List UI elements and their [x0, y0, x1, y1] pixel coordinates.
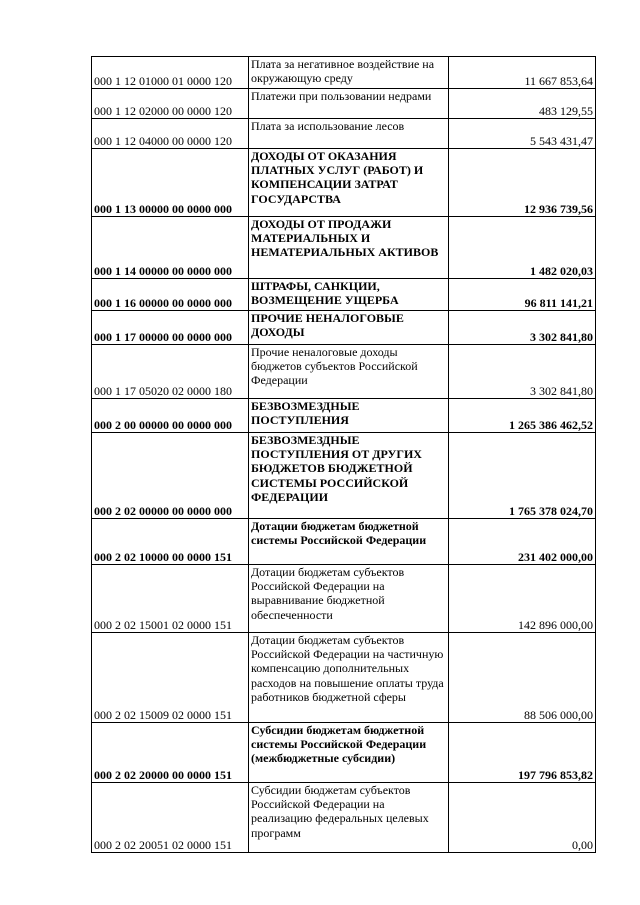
- amount-cell: 3 302 841,80: [449, 311, 596, 345]
- amount-cell: 1 265 386 462,52: [449, 399, 596, 433]
- budget-code-cell: 000 2 02 20000 00 0000 151: [92, 723, 249, 783]
- amount-cell: 1 765 378 024,70: [449, 433, 596, 519]
- description-cell: Дотации бюджетам субъектов Российской Федерации на выравнивание бюджетной обеспеченности: [249, 565, 449, 633]
- amount-cell: 96 811 141,21: [449, 279, 596, 311]
- budget-code-cell: 000 1 12 04000 00 0000 120: [92, 119, 249, 149]
- description-cell: Субсидии бюджетам субъектов Российской Федерации на реализацию федеральных целевых программ: [249, 783, 449, 853]
- table-row: [92, 149, 596, 217]
- amount-cell: 12 936 739,56: [449, 149, 596, 217]
- description-cell: Субсидии бюджетам бюджетной системы Российской Федерации (межбюджетные субсидии): [249, 723, 449, 783]
- budget-code-cell: 000 2 02 10000 00 0000 151: [92, 519, 249, 565]
- budget-code-cell: 000 1 12 01000 01 0000 120: [92, 57, 249, 89]
- budget-code-cell: 000 1 14 00000 00 0000 000: [92, 217, 249, 279]
- table-row: [92, 633, 596, 723]
- description-cell: БЕЗВОЗМЕЗДНЫЕ ПОСТУПЛЕНИЯ ОТ ДРУГИХ БЮДЖЕТОВ БЮДЖЕТНОЙ СИСТЕМЫ РОССИЙСКОЙ ФЕДЕРАЦИИ: [249, 433, 449, 519]
- table-row: [92, 345, 596, 399]
- amount-cell: 0,00: [449, 783, 596, 853]
- budget-code-cell: 000 1 17 05020 02 0000 180: [92, 345, 249, 399]
- budget-code-cell: 000 2 02 20051 02 0000 151: [92, 783, 249, 853]
- table-row: [92, 433, 596, 519]
- description-cell: Плата за негативное воздействие на окружающую среду: [249, 57, 449, 89]
- amount-cell: 11 667 853,64: [449, 57, 596, 89]
- budget-code-cell: 000 1 12 02000 00 0000 120: [92, 89, 249, 119]
- table-row: [92, 723, 596, 783]
- table-row: [92, 519, 596, 565]
- table-row: [92, 311, 596, 345]
- table-row: [92, 89, 596, 119]
- table-row: [92, 119, 596, 149]
- budget-code-cell: 000 2 02 15001 02 0000 151: [92, 565, 249, 633]
- revenue-table-body: [92, 57, 596, 853]
- table-row: [92, 279, 596, 311]
- description-cell: БЕЗВОЗМЕЗДНЫЕ ПОСТУПЛЕНИЯ: [249, 399, 449, 433]
- amount-cell: 197 796 853,82: [449, 723, 596, 783]
- table-row: [92, 57, 596, 89]
- budget-code-cell: 000 1 13 00000 00 0000 000: [92, 149, 249, 217]
- budget-code-cell: 000 1 17 00000 00 0000 000: [92, 311, 249, 345]
- description-cell: Плата за использование лесов: [249, 119, 449, 149]
- description-cell: ШТРАФЫ, САНКЦИИ, ВОЗМЕЩЕНИЕ УЩЕРБА: [249, 279, 449, 311]
- budget-code-cell: 000 2 02 15009 02 0000 151: [92, 633, 249, 723]
- description-cell: ДОХОДЫ ОТ ПРОДАЖИ МАТЕРИАЛЬНЫХ И НЕМАТЕРИАЛЬНЫХ АКТИВОВ: [249, 217, 449, 279]
- amount-cell: 483 129,55: [449, 89, 596, 119]
- description-cell: ПРОЧИЕ НЕНАЛОГОВЫЕ ДОХОДЫ: [249, 311, 449, 345]
- amount-cell: 231 402 000,00: [449, 519, 596, 565]
- amount-cell: 3 302 841,80: [449, 345, 596, 399]
- budget-code-cell: 000 2 02 00000 00 0000 000: [92, 433, 249, 519]
- amount-cell: 1 482 020,03: [449, 217, 596, 279]
- budget-code-cell: 000 2 00 00000 00 0000 000: [92, 399, 249, 433]
- table-row: [92, 217, 596, 279]
- description-cell: ДОХОДЫ ОТ ОКАЗАНИЯ ПЛАТНЫХ УСЛУГ (РАБОТ) И КОМПЕНСАЦИИ ЗАТРАТ ГОСУДАРСТВА: [249, 149, 449, 217]
- budget-code-cell: 000 1 16 00000 00 0000 000: [92, 279, 249, 311]
- revenue-table: [91, 56, 596, 853]
- amount-cell: 88 506 000,00: [449, 633, 596, 723]
- table-row: [92, 783, 596, 853]
- description-cell: Дотации бюджетам субъектов Российской Федерации на частичную компенсацию дополнительных расходов на повышение оплаты труда работников бюджетной сферы: [249, 633, 449, 723]
- amount-cell: 142 896 000,00: [449, 565, 596, 633]
- table-row: [92, 565, 596, 633]
- description-cell: Дотации бюджетам бюджетной системы Российской Федерации: [249, 519, 449, 565]
- amount-cell: 5 543 431,47: [449, 119, 596, 149]
- description-cell: Прочие неналоговые доходы бюджетов субъектов Российской Федерации: [249, 345, 449, 399]
- description-cell: Платежи при пользовании недрами: [249, 89, 449, 119]
- table-row: [92, 399, 596, 433]
